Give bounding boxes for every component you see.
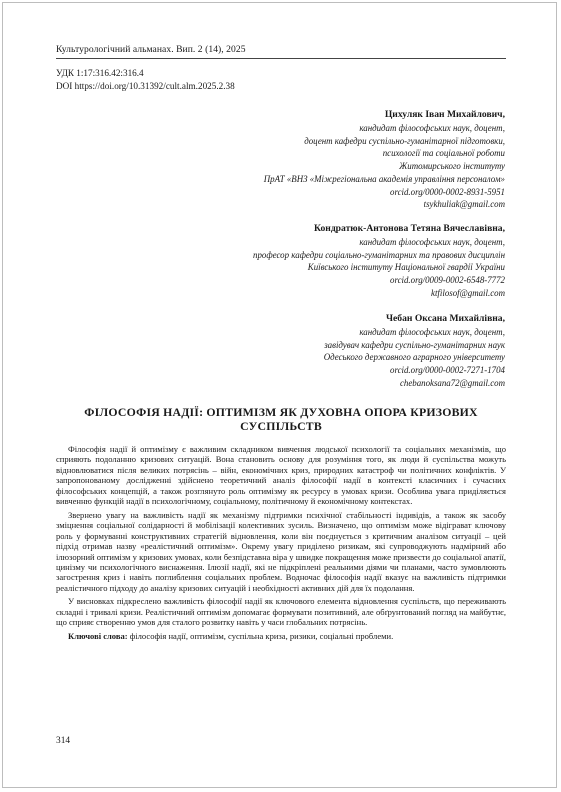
udc-code: УДК 1:17:316.42:316.4 bbox=[56, 68, 144, 78]
author-name: Кондратюк-Антонова Тетяна Вячеславівна, bbox=[314, 223, 505, 234]
author-degree: кандидат філософських наук, доцент, bbox=[359, 327, 505, 337]
author-affiliation: Житомирського інституту bbox=[399, 161, 505, 172]
author-orcid[interactable]: orcid.org/0000-0002-7271-1704 bbox=[390, 365, 505, 376]
article-title-line-2: СУСПІЛЬСТВ bbox=[240, 419, 322, 433]
abstract bbox=[56, 444, 506, 644]
author-email[interactable]: chebanoksana72@gmail.com bbox=[399, 377, 505, 388]
author-affiliation: ПрАТ «ВНЗ «Міжрегіональна академія управління персоналом» bbox=[263, 173, 505, 184]
article-title-line-1: ФІЛОСОФІЯ НАДІЇ: ОПТИМІЗМ ЯК ДУХОВНА ОПОРА КРИЗОВИХ bbox=[84, 405, 478, 419]
page-number: 314 bbox=[56, 736, 71, 746]
author-position: доцент кафедри суспільно-гуманітарної підготовки, bbox=[304, 135, 505, 146]
author-degree: кандидат філософських наук, доцент, bbox=[359, 237, 505, 247]
running-header: Культурологічний альманах. Вип. 2 (14), 2025 bbox=[56, 44, 246, 55]
keywords bbox=[56, 631, 506, 641]
author-block-2 bbox=[45, 222, 505, 300]
author-email[interactable]: tsykhuliak@gmail.com bbox=[423, 199, 505, 210]
author-orcid[interactable]: orcid.org/0000-0002-8931-5951 bbox=[390, 186, 505, 197]
abstract-paragraph-2: Звернено увагу на важливість надії як механізму підтримки психічної стабільності індивідів, а також як засобу зміцнення соціальної солідарності й мобілізації колективних зусиль. Визначено, що оптимізм може відіграват ключову роль у формуванні конструктивних стратегій відновлення, коли він поєднується з критичним аналізом ситуації – цей підхід отримав назву «реалістичний оптимізм». Окрему увагу приділено ризикам, які супроводжують надмірний або ілюзорний оптимізм у кризових умовах, коли безпідставна віра у швидке покращення може призвести до соціальної апатії, цинізму чи психологічного виснаження. Ілюзії надії, які не підкріплені реальними діями чи планами, часто зумовлюють загострення криз і навіть поглиблення соціальних проблем. Водночас філософія надії вказує на важливість підтримки реалістичного підходу до аналізу кризових ситуацій і необхідності активних дій для їх подолання. bbox=[56, 509, 506, 593]
doi-link[interactable]: DOI https://doi.org/10.31392/cult.alm.2025.2.38 bbox=[56, 81, 235, 91]
author-name: Цихуляк Іван Михайлович, bbox=[384, 109, 505, 120]
author-degree: кандидат філософських наук, доцент, bbox=[359, 123, 505, 133]
author-email[interactable]: ktfilosof@gmail.com bbox=[431, 287, 505, 298]
author-name: Чебан Оксана Михайлівна, bbox=[386, 313, 505, 324]
keywords-text: філософія надії, оптимізм, суспільна криза, ризики, соціальні проблеми. bbox=[129, 630, 394, 641]
abstract-paragraph-3: У висновках підкреслено важливість філософії надії як ключового елемента відновлення суспільств, що переживають складні і тривалі кризи. Реалістичний оптимізм допомагає формувати позитивний, але обґрунтований погляд на майбутнє, що сприяє створенню умов для сталого розвитку навіть у часи глобальних потрясінь. bbox=[56, 596, 506, 628]
header-rule bbox=[56, 58, 506, 59]
keywords-label: Ключові слова: bbox=[68, 630, 128, 641]
abstract-paragraph-1: Філософія надії й оптимізму є важливим складником вивчення людської психології та соціальних механізмів, що сприяють подоланню кризових ситуацій. Вона становить основу для розуміння того, як люди й суспільства можуть відновлюватися після великих потрясінь – війн, економічних криз, природних катастроф чи політичних конфліктів. У запропонованому дослідженні здійснено теоретичний аналіз філософії надії в контексті класичних і сучасних філософських концепцій, а також розглянуто роль оптимізму як ресурсу в умовах кризи. Особлива увага приділяється вивченню функцій надії в психологічному, соціальному, політичному й економічному контекстах. bbox=[56, 444, 506, 507]
author-orcid[interactable]: orcid.org/0009-0002-6548-7772 bbox=[390, 275, 505, 286]
author-block-3 bbox=[45, 312, 505, 390]
author-position: завідувач кафедри суспільно-гуманітарних наук bbox=[324, 339, 505, 350]
author-block-1 bbox=[45, 108, 505, 211]
author-position: психології та соціальної роботи bbox=[382, 148, 505, 159]
author-affiliation: Київського інституту Національної гвардії України bbox=[307, 262, 505, 273]
article-title bbox=[56, 405, 506, 433]
author-affiliation: Одеського державного аграрного університету bbox=[323, 352, 505, 363]
author-position: професор кафедри соціально-гуманітарних та правових дисциплін bbox=[253, 249, 505, 260]
